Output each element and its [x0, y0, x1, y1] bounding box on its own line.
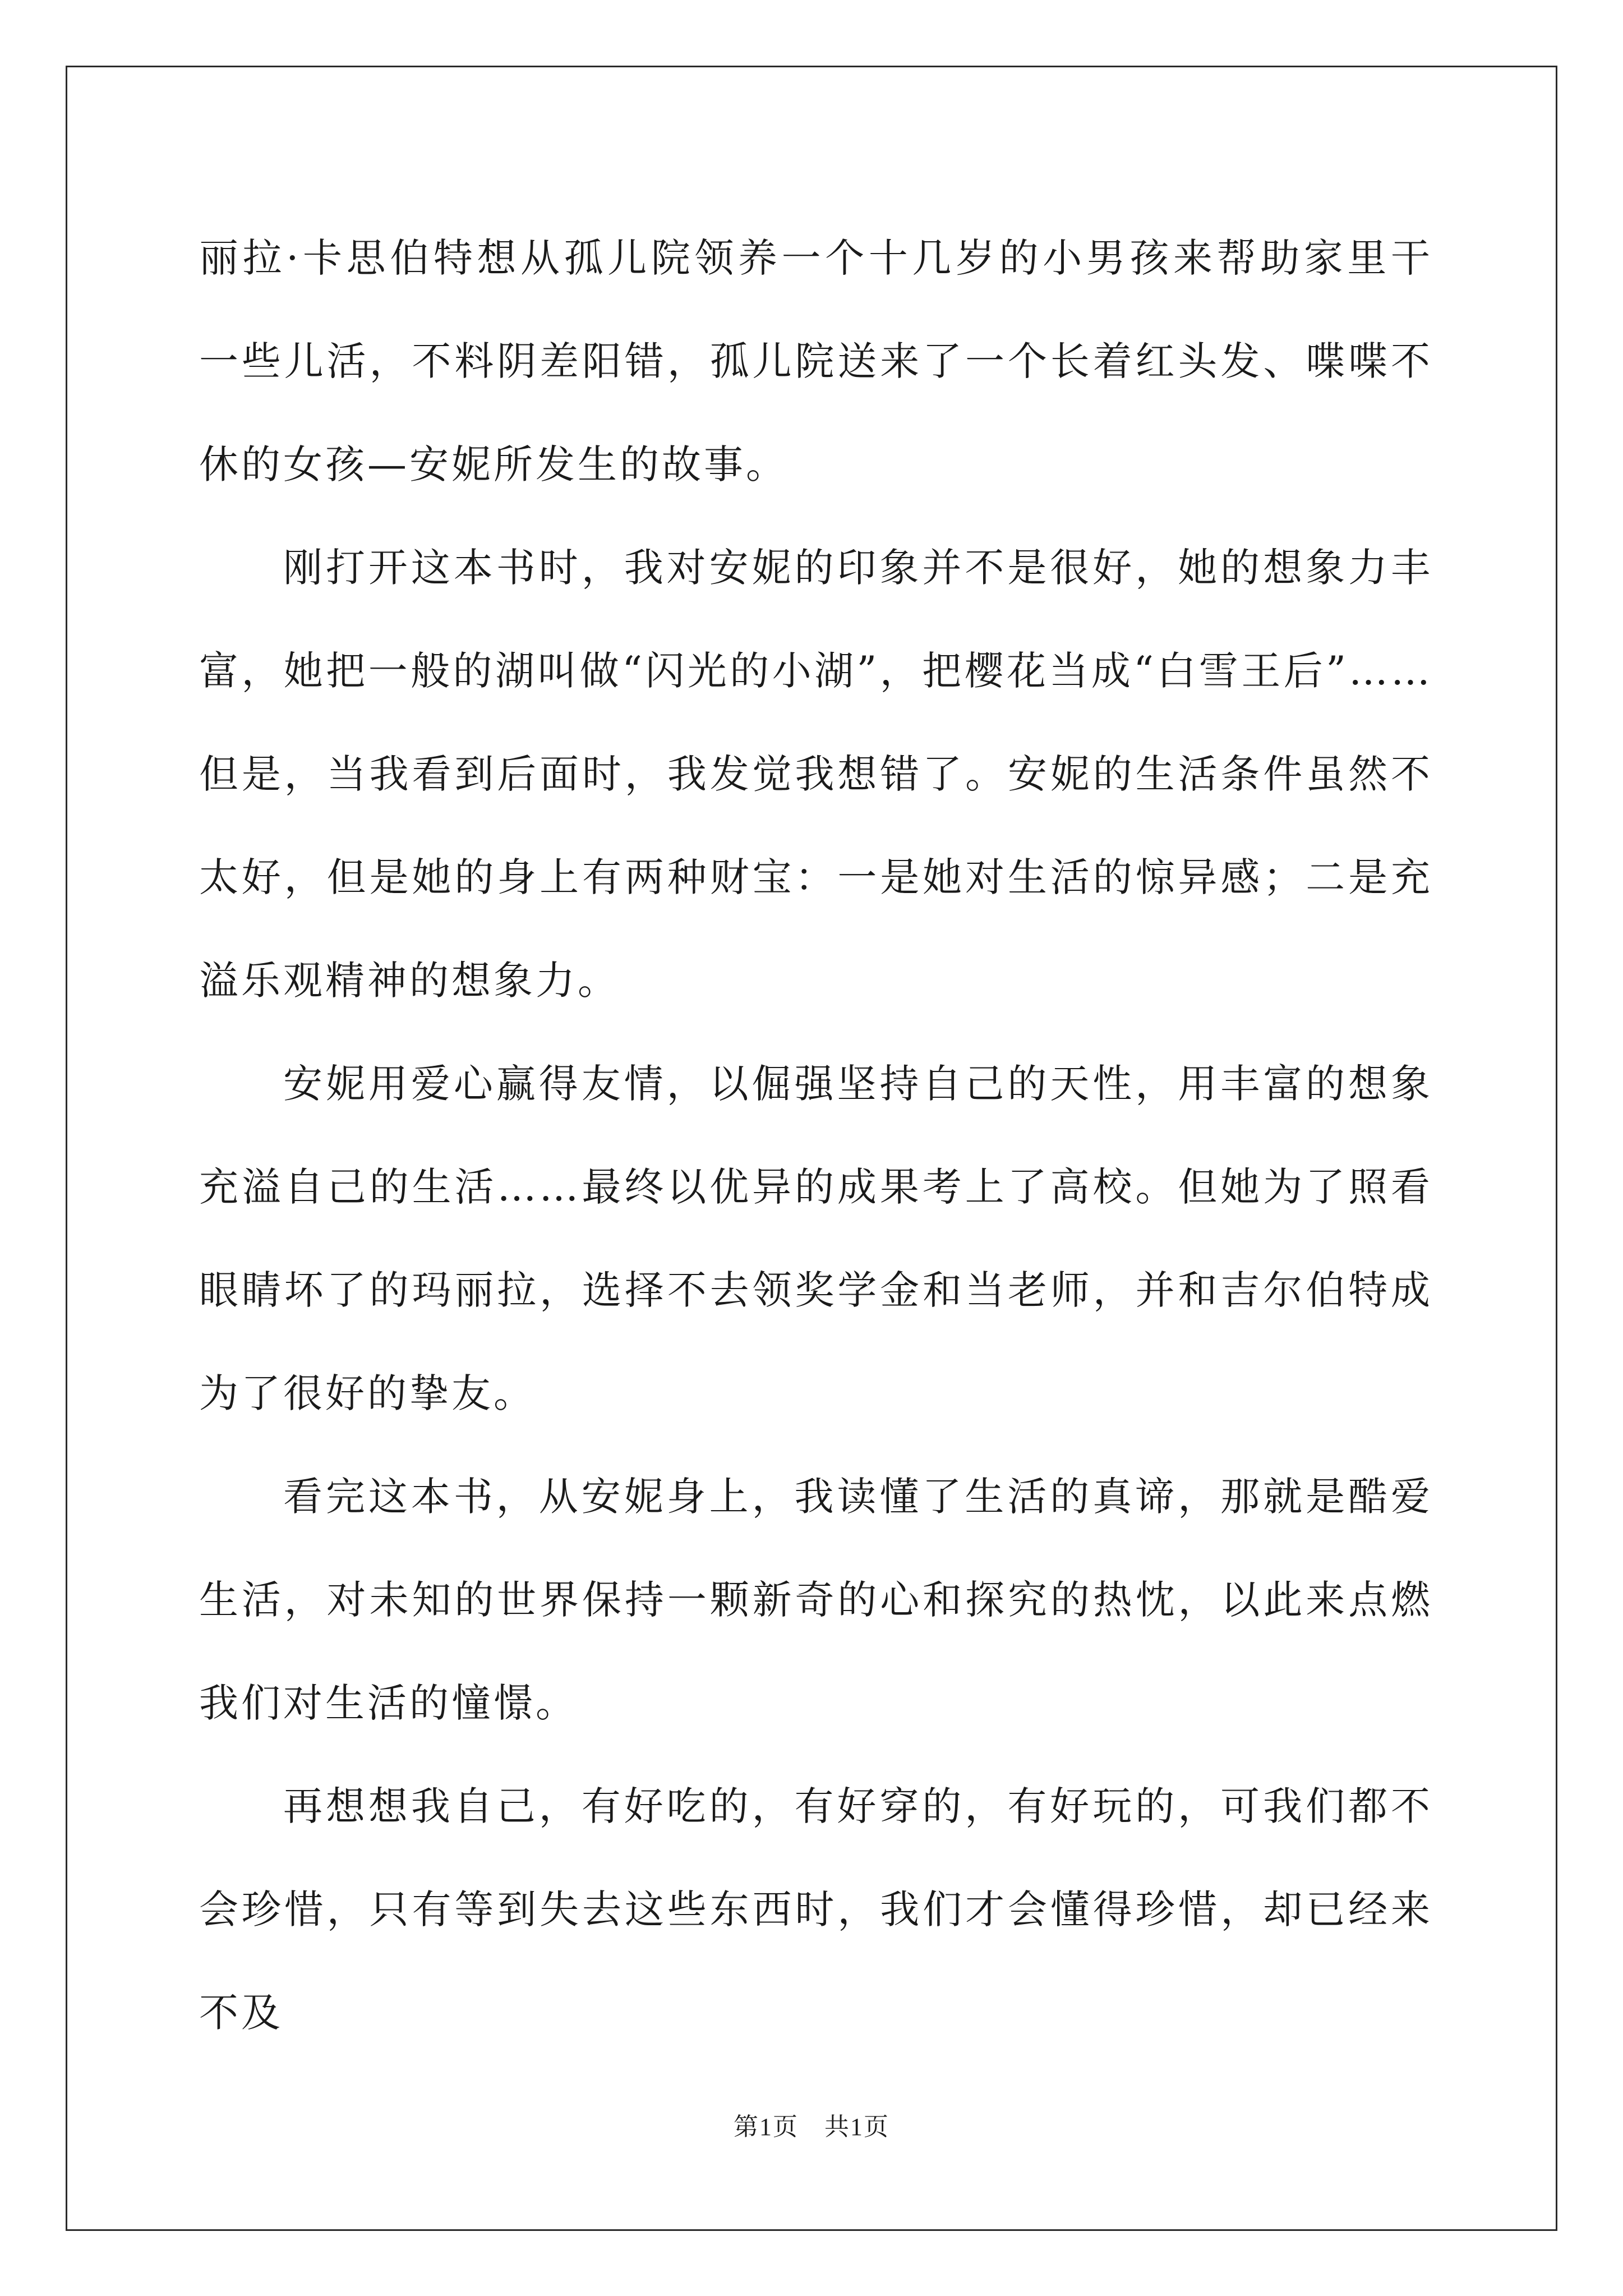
paragraph: 看完这本书，从安妮身上，我读懂了生活的真谛，那就是酷爱生活，对未知的世界保持一颗新奇的心和探究的热忱，以此来点燃我们对生活的憧憬。 — [199, 1474, 1433, 1726]
paragraph: 刚打开这本书时，我对安妮的印象并不是很好，她的想象力丰富，她把一般的湖叫做“闪光的小湖”，把樱花当成“白雪王后”……但是，当我看到后面时，我发觉我想错了。安妮的生活条件虽然不太好，但是她的身上有两种财宝：一是她对生活的惊异感；二是充溢乐观精神的想象力。 — [199, 545, 1433, 1004]
page-number-footer: 第1页 共1页 — [734, 2113, 889, 2141]
paragraph: 再想想我自己，有好吃的，有好穿的，有好玩的，可我们都不会珍惜，只有等到失去这些东西时，我们才会懂得珍惜，却已经来不及 — [199, 1783, 1433, 2036]
paragraph: 安妮用爱心赢得友情，以倔强坚持自己的天性，用丰富的想象充溢自己的生活……最终以优异的成果考上了高校。但她为了照看眼睛坏了的玛丽拉，选择不去领奖学金和当老师，并和吉尔伯特成为了很好的挚友。 — [199, 1061, 1433, 1416]
document-body — [199, 206, 1433, 2064]
paragraph-continued: 丽拉·卡思伯特想从孤儿院领养一个十几岁的小男孩来帮助家里干一些儿活，不料阴差阳错，孤儿院送来了一个长着红头发、喋喋不休的女孩—安妮所发生的故事。 — [199, 235, 1433, 487]
